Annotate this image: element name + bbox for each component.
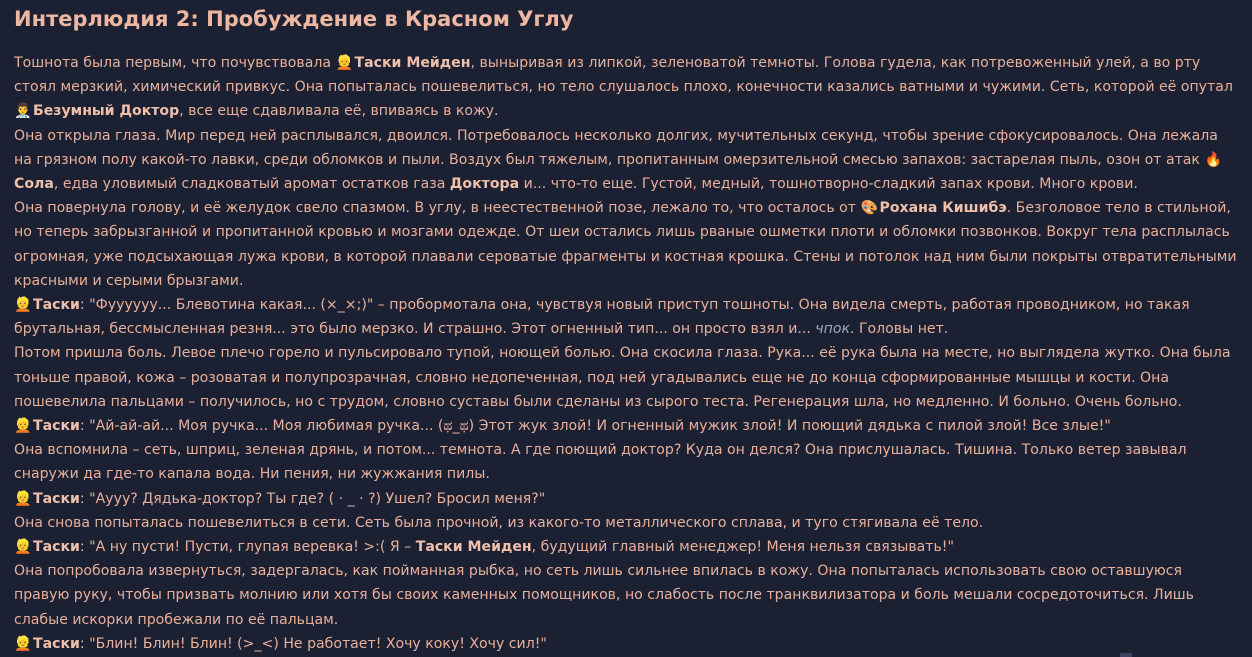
character-name-rohan: Рохана Кишибэ <box>879 200 1007 217</box>
dialogue-5: 👱Таски: "Блин! Блин! Блин! (>_<) Не работает! Хочу коку! Хочу сил!" <box>14 632 1238 656</box>
dialogue-3: 👱Таски: "Аууу? Дядька-доктор? Ты где? ( · _ · ?) Ушел? Бросил меня?" <box>14 487 1238 511</box>
dialogue-2: 👱Таски: "Ай-ай-ай... Моя ручка... Моя любимая ручка... (ಥ_ಥ) Этот жук злой! И огненный мужик злой! И поющий дядька с пилой злой! Все злые!" <box>14 414 1238 438</box>
doctor-icon: 👨‍⚕️ <box>14 103 32 120</box>
paragraph-2: Она открыла глаза. Мир перед ней расплывался, двоился. Потребовалось несколько долгих, мучительных секунд, чтобы зрение сфокусировалось. Она лежала на грязном полу какой-то лавки, среди обломков и пыли. Воздух был тяжелым, пропитанным омерзительной смесью запахов: застарелая пыль, озон от атак 🔥 Сола, едва уловимый сладковатый аромат остатков газа Доктора и... что-то еще. Густой, медный, тошнотворно-сладкий запах крови. Много крови. <box>14 127 1222 193</box>
character-name-taski: Таски Мейден <box>354 55 471 71</box>
paragraph-1: Тошнота была первым, что почувствовала 👱Таски Мейден, выныривая из липкой, зеленоватой темноты. Голова гудела, как потревоженный улей, а во рту стоял мерзкий, химический привкус. Она попыталась пошевелиться, но тело слушалось плохо, конечности казались ватными и чужими. Сеть, которой её опутал 👨‍⚕️Безумный Доктор, все еще сдавливала её, впиваясь в кожу. <box>14 51 1238 124</box>
dialogue-4: 👱Таски: "А ну пусти! Пусти, глупая веревка! >:( Я – Таски Мейден, будущий главный менеджер! Меня нельзя связывать!" <box>14 535 1238 559</box>
blond-person-icon: 👱 <box>14 297 32 314</box>
speaker-name: Таски <box>33 539 80 556</box>
character-name-doctor-short: Доктора <box>449 176 520 193</box>
paragraph-5: Она вспомнила – сеть, шприц, зеленая дрянь, и потом... темнота. А где поющий доктор? Куда он делся? Она прислушалась. Тишина. Только ветер завывал снаружи да где-то капала вода. Ни пения, ни жужжания пилы. <box>14 442 1187 483</box>
blond-person-icon: 👱 <box>335 55 354 71</box>
artist-palette-icon: 🎨 <box>860 200 879 217</box>
paragraph-4: Потом пришла боль. Левое плечо горело и пульсировало тупой, ноющей болью. Она скосила глаза. Рука... её рука была на месте, но выглядела жутко. Она была тоньше правой, кожа – розоватая и полупрозрачная, словно недопеченная, под ней угадывались еще не до конца сформированные мышцы и кости. Она пошевелила пальцами – получилось, но с трудом, словно суставы были сделаны из сырого теста. Регенерация шла, но медленно. И больно. Очень больно. <box>14 345 1231 410</box>
blond-person-icon: 👱 <box>14 539 32 556</box>
chapter-title: Интерлюдия 2: Пробуждение в Красном Углу <box>14 7 574 31</box>
paragraph-3: Она повернула голову, и её желудок свело спазмом. В углу, в неестественной позе, лежало то, что осталось от 🎨Рохана Кишибэ. Безголовое тело в стильной, но теперь забрызганной и пропитанной кровью и мозгами одежде. От шеи остались лишь рваные ошметки плоти и обломки позвонков. Вокруг тела расплылась огромная, уже подсыхающая лужа крови, в которой плавали сероватые фрагменты и костная крошка. Стены и потолок над ним были покрыты отвратительными красными и серыми брызгами. <box>14 196 1238 293</box>
character-name-sol: Сола <box>14 176 54 193</box>
paragraph-6: Она снова попыталась пошевелиться в сети. Сеть была прочной, из какого-то металлического сплава, и туго стягивала её тело. <box>14 514 984 531</box>
speaker-name: Таски <box>33 297 80 314</box>
scroll-indicator[interactable] <box>1120 653 1132 657</box>
speaker-name: Таски <box>33 418 80 435</box>
speaker-name: Таски <box>33 490 80 507</box>
dialogue-1: 👱Таски: "Фуууууу... Блевотина какая... (×_×;)" – пробормотала она, чувствуя новый приступ тошноты. Она видела смерть, работая проводником, но такая брутальная, бессмысленная резня... это было мерзко. И страшно. Этот огненный тип... он просто взял и... чпок. Головы нет. <box>14 293 1238 341</box>
blond-person-icon: 👱 <box>14 635 32 652</box>
paragraph-7: Она попробовала извернуться, задергалась, как пойманная рыбка, но сеть лишь сильнее впилась в кожу. Она попыталась использовать свою оставшуюся правую руку, чтобы призвать молнию или хотя бы своих каменных помощников, но слабость после транквилизатора и боль мешали сосредоточиться. Лишь слабые искорки пробежали по её пальцам. <box>14 563 1194 628</box>
sound-effect: чпок <box>815 321 850 338</box>
fire-icon: 🔥 <box>1204 151 1222 168</box>
character-name-taski: Таски Мейден <box>415 539 532 556</box>
speaker-name: Таски <box>33 635 80 652</box>
character-name-doctor: Безумный Доктор <box>33 103 180 120</box>
blond-person-icon: 👱 <box>14 490 32 507</box>
blond-person-icon: 👱 <box>14 418 32 435</box>
